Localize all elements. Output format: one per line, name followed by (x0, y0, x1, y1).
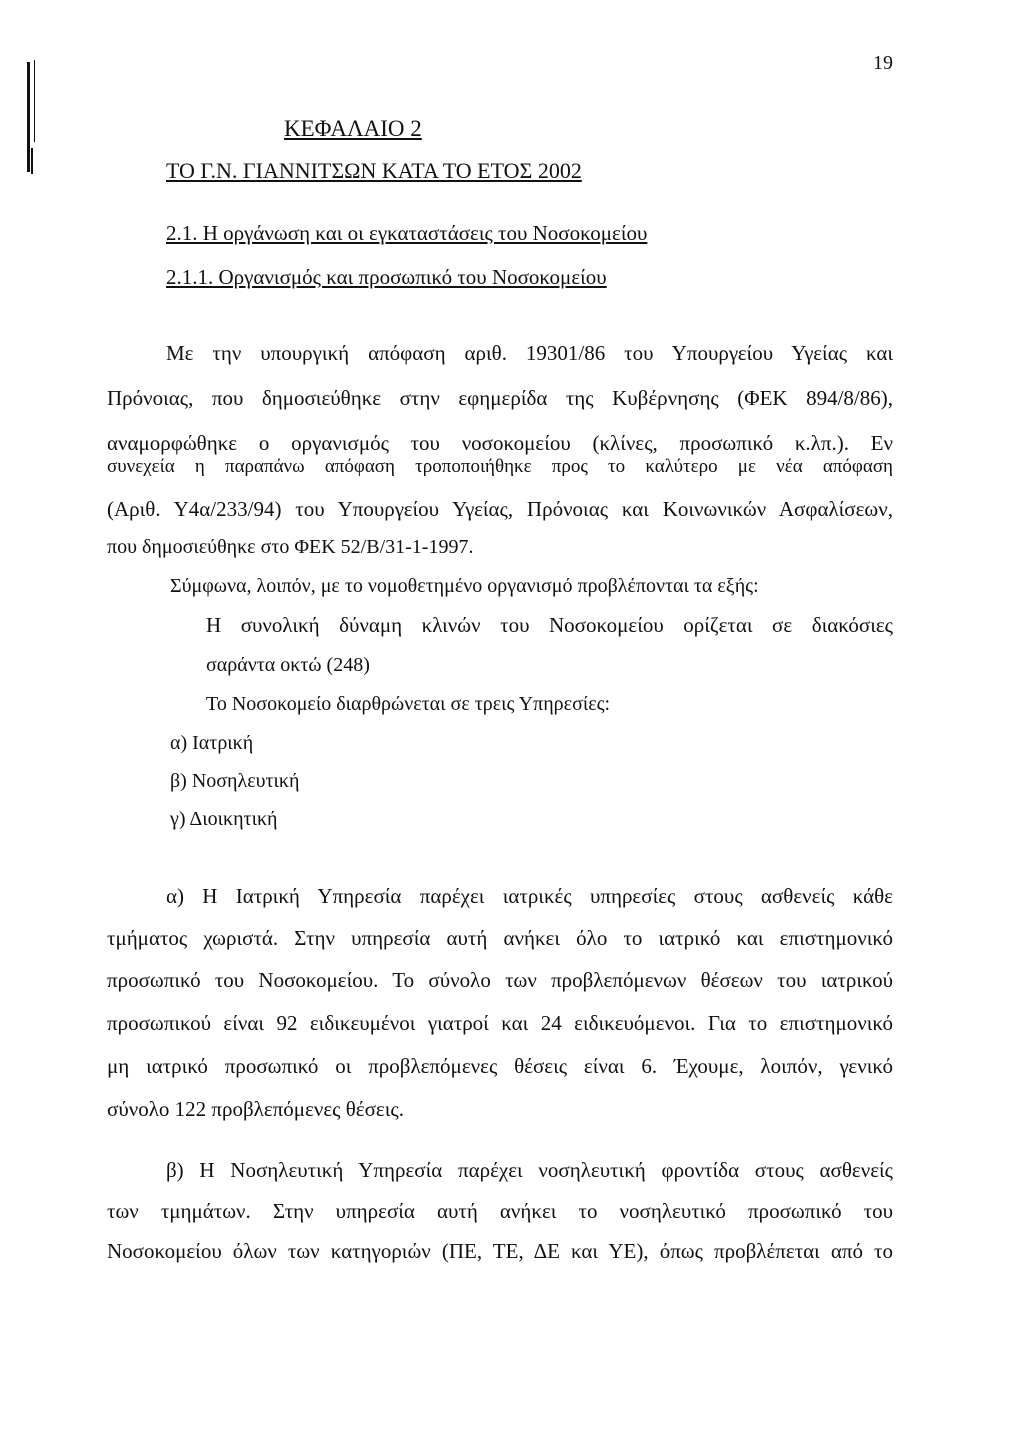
nursing-line: β) Η Νοσηλευτική Υπηρεσία παρέχει νοσηλευτική φροντίδα στους ασθενείς (166, 1158, 893, 1182)
medical-line: μη ιατρικό προσωπικό οι προβλεπόμενες θέσεις είναι 6. Έχουμε, λοιπόν, γενικό (107, 1054, 893, 1078)
medical-line: προσωπικού είναι 92 ειδικευμένοι γιατροί και 24 ειδικευόμενοι. Για το επιστημονικό (107, 1011, 893, 1035)
provisions-intro: Σύμφωνα, λοιπόν, με το νομοθετημένο οργανισμό προβλέπονται τα εξής: (170, 575, 759, 597)
margin-bar-mark (31, 148, 33, 174)
margin-bar-thin (34, 60, 35, 142)
intro-line: Πρόνοιας, που δημοσιεύθηκε στην εφημερίδα της Κυβέρνησης (ΦΕΚ 894/8/86), (107, 386, 893, 410)
medical-line: σύνολο 122 προβλεπόμενες θέσεις. (107, 1097, 404, 1121)
page-number: 19 (873, 52, 893, 74)
intro-line: Με την υπουργική απόφαση αριθ. 19301/86 του Υπουργείου Υγείας και (166, 341, 893, 365)
service-item: γ) Διοικητική (170, 808, 278, 830)
nursing-line: Νοσοκομείου όλων των κατηγοριών (ΠΕ, ΤΕ, ΔΕ και ΥΕ), όπως προβλέπεται από το (107, 1239, 893, 1263)
chapter-subtitle: ΤΟ Γ.Ν. ΓΙΑΝΝΙΤΣΩΝ ΚΑΤΑ ΤΟ ΕΤΟΣ 2002 (166, 158, 582, 183)
intro-line: συνεχεία η παραπάνω απόφαση τροποποιήθηκε προς το καλύτερο με νέα απόφαση (107, 456, 893, 477)
intro-line: που δημοσιεύθηκε στο ΦΕΚ 52/Β/31-1-1997. (107, 536, 474, 558)
margin-bar (27, 62, 30, 172)
intro-line: (Αριθ. Υ4α/233/94) του Υπουργείου Υγείας, Πρόνοιας και Κοινωνικών Ασφαλίσεων, (107, 497, 893, 521)
beds-line: σαράντα οκτώ (248) (206, 654, 370, 676)
service-item: β) Νοσηλευτική (170, 770, 300, 792)
beds-line: Η συνολική δύναμη κλινών του Νοσοκομείου ορίζεται σε διακόσιες (206, 613, 893, 637)
section-heading-2-1: 2.1. Η οργάνωση και οι εγκαταστάσεις του Νοσοκομείου (166, 221, 648, 245)
nursing-line: των τμημάτων. Στην υπηρεσία αυτή ανήκει το νοσηλευτικό προσωπικό του (107, 1199, 893, 1223)
service-item: α) Ιατρική (170, 732, 254, 754)
medical-line: τμήματος χωριστά. Στην υπηρεσία αυτή ανήκει όλο το ιατρικό και επιστημονικό (107, 926, 893, 950)
medical-line: α) Η Ιατρική Υπηρεσία παρέχει ιατρικές υπηρεσίες στους ασθενείς κάθε (166, 884, 893, 908)
services-intro: Το Νοσοκομείο διαρθρώνεται σε τρεις Υπηρεσίες: (206, 693, 611, 715)
chapter-title: ΚΕΦΑΛΑΙΟ 2 (284, 116, 422, 141)
medical-line: προσωπικό του Νοσοκομείου. Το σύνολο των προβλεπόμενων θέσεων του ιατρικού (107, 968, 893, 992)
section-heading-2-1-1: 2.1.1. Οργανισμός και προσωπικό του Νοσοκομείου (166, 265, 607, 289)
intro-line: αναμορφώθηκε ο οργανισμός του νοσοκομείου (κλίνες, προσωπικό κ.λπ.). Εν (107, 431, 893, 455)
